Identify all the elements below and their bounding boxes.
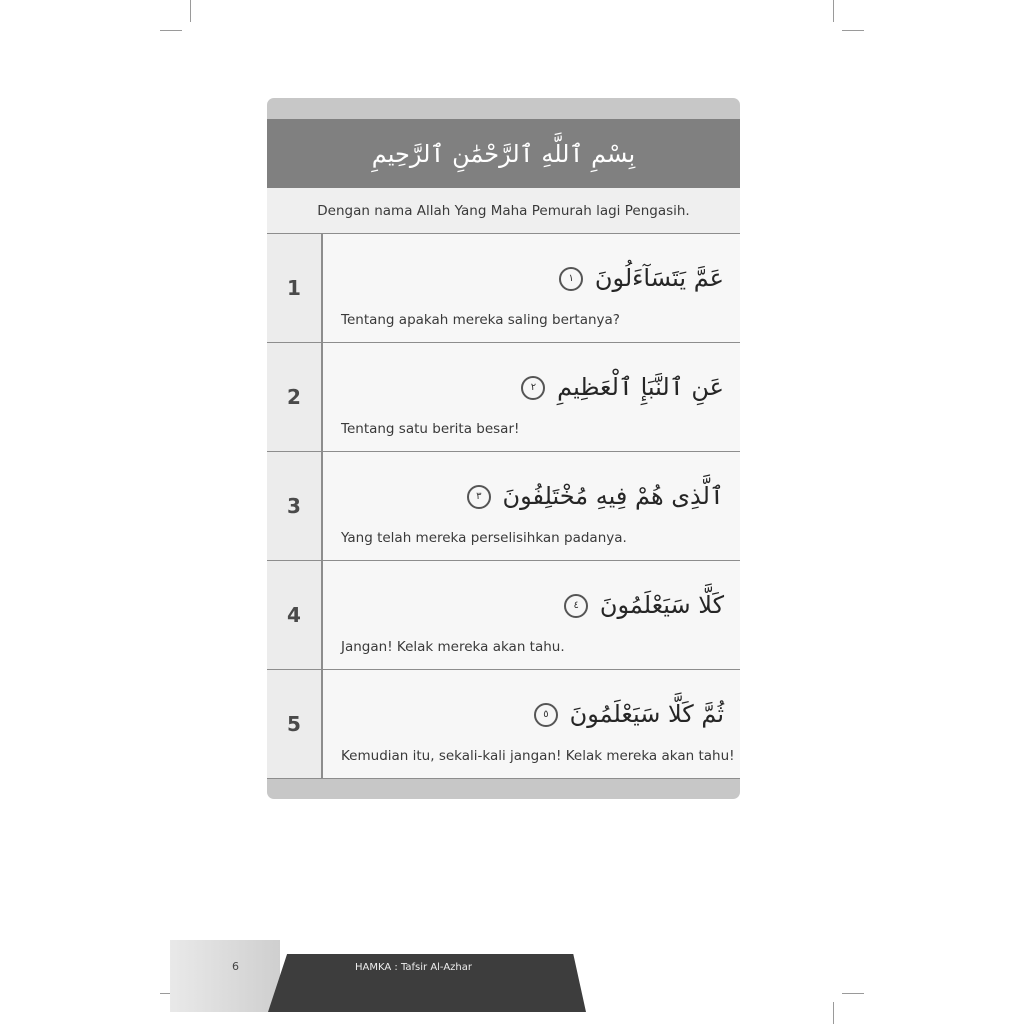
crop-mark xyxy=(160,30,182,31)
footer-page-tab xyxy=(170,940,280,1012)
verse-translation: Tentang satu berita besar! xyxy=(341,421,520,437)
bismillah-arabic: بِسْمِ ٱللَّهِ ٱلرَّحْمَٰنِ ٱلرَّحِيمِ xyxy=(371,139,636,168)
crop-mark xyxy=(190,0,191,22)
crop-mark xyxy=(833,0,834,22)
verse-content xyxy=(323,670,740,778)
footer-title: HAMKA : Tafsir Al-Azhar xyxy=(355,962,472,973)
verse-number: 4 xyxy=(267,561,323,669)
verse-row xyxy=(267,561,740,670)
verse-number: 1 xyxy=(267,234,323,342)
page-number: 6 xyxy=(232,960,239,973)
verse-translation: Kemudian itu, sekali-kali jangan! Kelak mereka akan tahu! xyxy=(341,748,735,764)
verse-number: 5 xyxy=(267,670,323,778)
bismillah-band xyxy=(267,119,740,188)
ayah-end-icon: ١ xyxy=(559,267,583,291)
verse-arabic: كَلَّا سَيَعْلَمُونَ ٤ xyxy=(564,591,724,619)
verse-content xyxy=(323,234,740,342)
verse-translation: Jangan! Kelak mereka akan tahu. xyxy=(341,639,565,655)
verse-translation: Yang telah mereka perselisihkan padanya. xyxy=(341,530,627,546)
bismillah-translation: Dengan nama Allah Yang Maha Pemurah lagi Pengasih. xyxy=(267,188,740,234)
verse-table xyxy=(267,234,740,779)
verse-content xyxy=(323,343,740,451)
verse-row xyxy=(267,343,740,452)
verse-row xyxy=(267,670,740,779)
ayah-end-icon: ٤ xyxy=(564,594,588,618)
ayah-end-icon: ٥ xyxy=(534,703,558,727)
verse-translation: Tentang apakah mereka saling bertanya? xyxy=(341,312,620,328)
verse-arabic: عَمَّ يَتَسَآءَلُونَ ١ xyxy=(559,264,724,292)
page-footer xyxy=(170,940,590,1012)
crop-mark xyxy=(833,1002,834,1024)
verse-arabic: ثُمَّ كَلَّا سَيَعْلَمُونَ ٥ xyxy=(534,700,724,728)
crop-mark xyxy=(842,993,864,994)
verse-row xyxy=(267,234,740,343)
verse-content xyxy=(323,561,740,669)
crop-mark xyxy=(842,30,864,31)
ayah-end-icon: ٣ xyxy=(467,485,491,509)
verse-number: 3 xyxy=(267,452,323,560)
verse-arabic: ٱلَّذِى هُمْ فِيهِ مُخْتَلِفُونَ ٣ xyxy=(467,482,724,510)
ayah-end-icon: ٢ xyxy=(521,376,545,400)
verse-content xyxy=(323,452,740,560)
surah-card xyxy=(267,98,740,799)
verse-number: 2 xyxy=(267,343,323,451)
verse-row xyxy=(267,452,740,561)
verse-arabic: عَنِ ٱلنَّبَإِ ٱلْعَظِيمِ ٢ xyxy=(521,373,724,401)
